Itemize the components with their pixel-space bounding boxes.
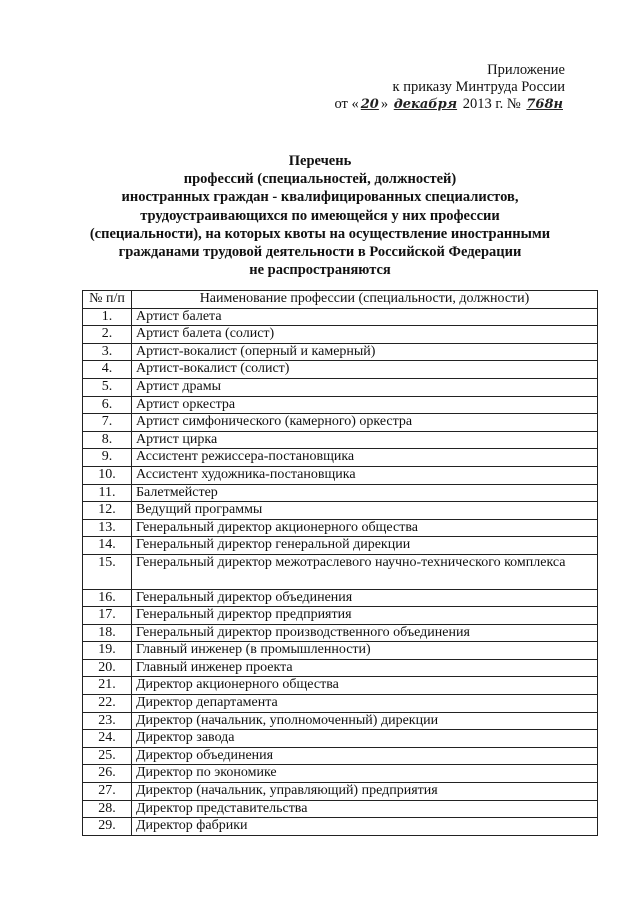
profession-name: Артист цирка [132,431,598,449]
table-row [83,343,598,361]
profession-name: Директор (начальник, управляющий) предприятия [132,783,598,801]
title-line-6: гражданами трудовой деятельности в Российской Федерации [118,244,522,261]
table-row [83,659,598,677]
title-line-3: иностранных граждан - квалифицированных специалистов, [121,189,519,206]
table-row [83,765,598,783]
profession-name: Директор завода [132,730,598,748]
table-row [83,730,598,748]
title-line-5: (специальности), на которых квоты на осуществление иностранными [89,225,551,242]
title-line-4: трудоустраивающихся по имеющейся у них профессии [140,207,500,224]
profession-name: Директор представительства [132,800,598,818]
row-number: 25. [83,747,132,765]
row-number: 29. [83,818,132,836]
table-row [83,747,598,765]
row-number: 6. [83,396,132,414]
column-header-number: № п/п [83,291,132,309]
row-number: 10. [83,466,132,484]
profession-name: Артист оркестра [132,396,598,414]
row-number: 28. [83,800,132,818]
row-number: 18. [83,624,132,642]
table-row [83,396,598,414]
profession-name: Директор фабрики [132,818,598,836]
profession-name: Директор объединения [132,747,598,765]
profession-name: Директор (начальник, уполномоченный) дирекции [132,712,598,730]
profession-name: Ассистент художника-постановщика [132,466,598,484]
attachment-label: Приложение [487,62,565,78]
row-number: 17. [83,607,132,625]
profession-name: Главный инженер (в промышленности) [132,642,598,660]
table-row [83,537,598,555]
table-row [83,519,598,537]
table-row [83,800,598,818]
profession-name: Директор по экономике [132,765,598,783]
table-row [83,378,598,396]
row-number: 24. [83,730,132,748]
table-row [83,642,598,660]
row-number: 21. [83,677,132,695]
table-row [83,589,598,607]
profession-name: Генеральный директор производственного объединения [132,624,598,642]
title-line-7: не распространяются [249,262,391,279]
handwritten-order-number: 768н [526,97,563,112]
profession-name: Генеральный директор предприятия [132,607,598,625]
table-body [83,308,598,835]
row-number: 9. [83,449,132,467]
quote-open: « [351,96,359,112]
row-number: 23. [83,712,132,730]
profession-name: Генеральный директор межотраслевого научно-технического комплекса [132,554,598,589]
table-header-row [83,291,598,309]
profession-name: Артист балета (солист) [132,326,598,344]
table-row [83,677,598,695]
table-row [83,326,598,344]
profession-name: Директор акционерного общества [132,677,598,695]
profession-name: Артист симфонического (камерного) оркестра [132,414,598,432]
row-number: 26. [83,765,132,783]
row-number: 8. [83,431,132,449]
row-number: 2. [83,326,132,344]
profession-name: Директор департамента [132,695,598,713]
profession-name: Балетмейстер [132,484,598,502]
handwritten-day: 20 [360,97,379,112]
profession-name: Артист-вокалист (оперный и камерный) [132,343,598,361]
row-number: 16. [83,589,132,607]
table-row [83,607,598,625]
table-row [83,554,598,589]
profession-name: Артист балета [132,308,598,326]
profession-name: Ведущий программы [132,502,598,520]
row-number: 19. [83,642,132,660]
table-row [83,414,598,432]
order-reference: к приказу Минтруда России [392,79,565,95]
table-row [83,449,598,467]
row-number: 15. [83,554,132,589]
order-date-number [320,96,565,113]
row-number: 14. [83,537,132,555]
column-header-name: Наименование профессии (специальности, должности) [132,291,598,309]
from-label: от [334,96,348,112]
row-number: 1. [83,308,132,326]
row-number: 7. [83,414,132,432]
attachment-header [320,62,565,113]
year-label: 2013 г. № [462,96,521,112]
table-row [83,308,598,326]
professions-table [82,290,598,836]
document-title [70,152,570,279]
table-row [83,484,598,502]
profession-name: Генеральный директор акционерного общества [132,519,598,537]
profession-name: Генеральный директор генеральной дирекции [132,537,598,555]
table-row [83,818,598,836]
title-line-2: профессий (специальностей, должностей) [183,171,457,188]
row-number: 12. [83,502,132,520]
table-row [83,712,598,730]
row-number: 22. [83,695,132,713]
row-number: 27. [83,783,132,801]
row-number: 3. [83,343,132,361]
table-row [83,624,598,642]
profession-name: Ассистент режиссера-постановщика [132,449,598,467]
profession-name: Генеральный директор объединения [132,589,598,607]
table-row [83,431,598,449]
profession-name: Главный инженер проекта [132,659,598,677]
row-number: 11. [83,484,132,502]
handwritten-month: декабря [393,97,458,112]
table-row [83,695,598,713]
row-number: 5. [83,378,132,396]
table-row [83,466,598,484]
profession-name: Артист драмы [132,378,598,396]
table-row [83,361,598,379]
quote-close: » [380,96,389,112]
table-row [83,783,598,801]
table-row [83,502,598,520]
row-number: 20. [83,659,132,677]
title-line-1: Перечень [288,153,352,169]
row-number: 4. [83,361,132,379]
row-number: 13. [83,519,132,537]
profession-name: Артист-вокалист (солист) [132,361,598,379]
